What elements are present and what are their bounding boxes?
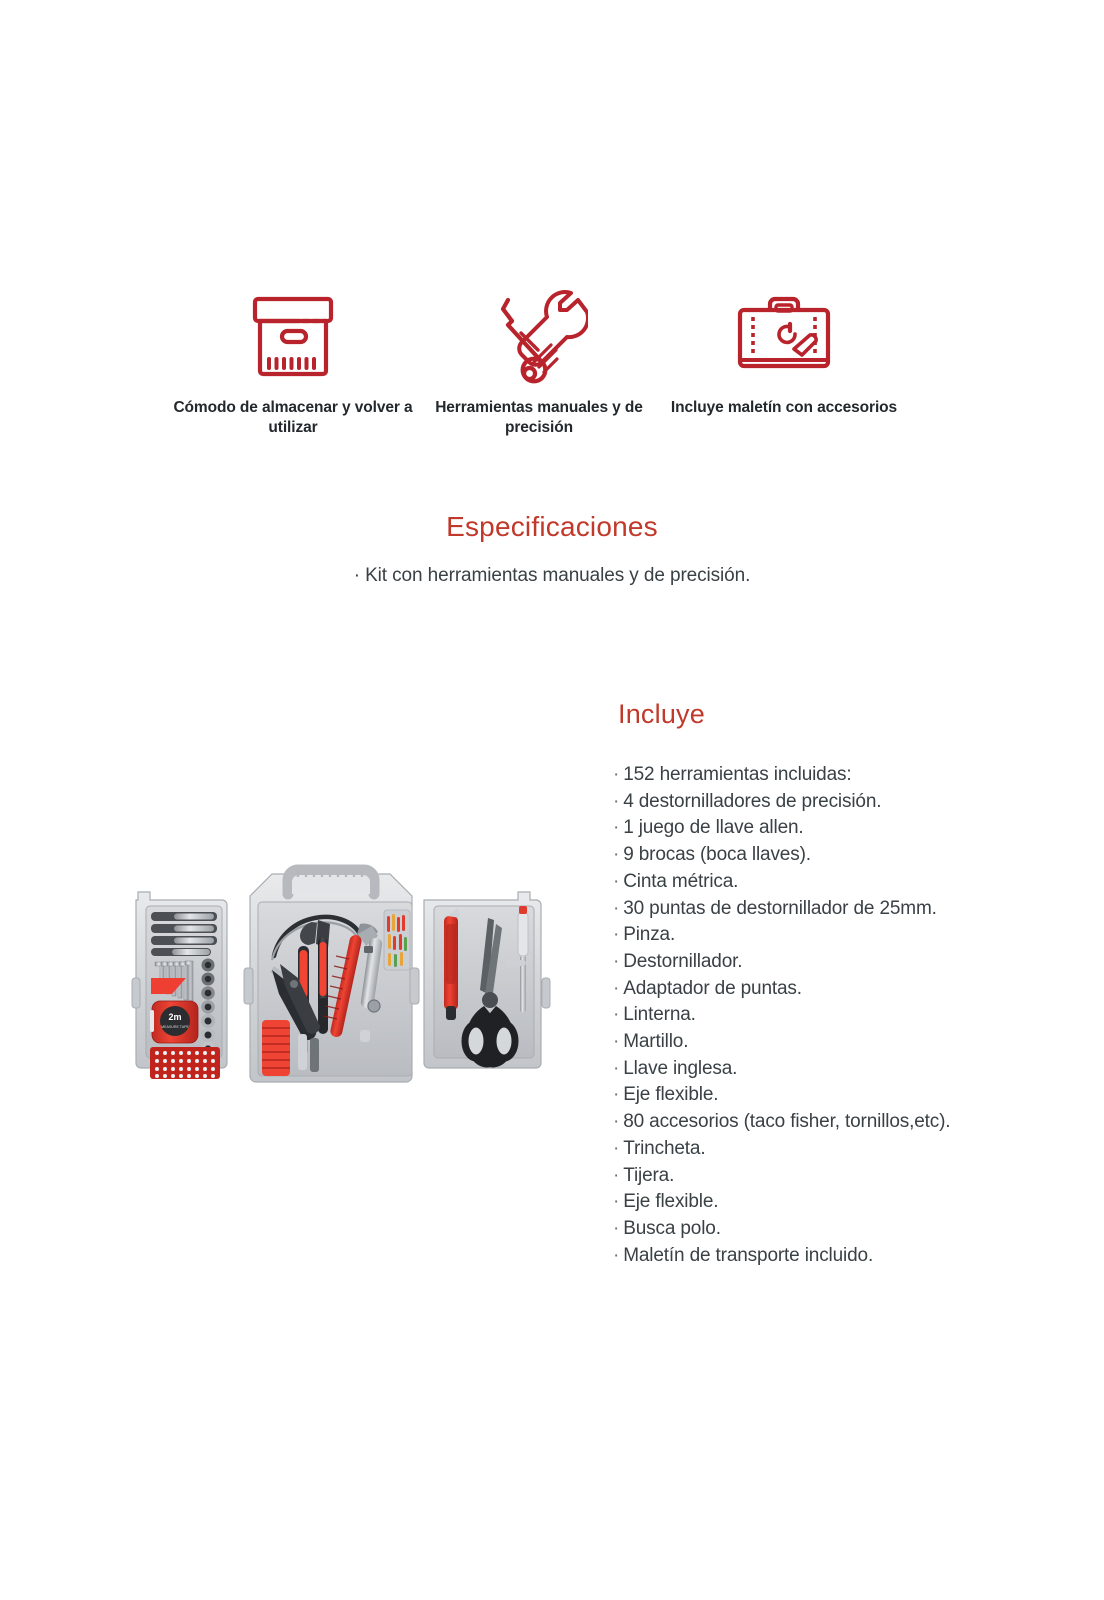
includes-item-text: Adaptador de puntas. [623,977,802,999]
includes-list-item [613,1163,1063,1190]
includes-item-text: Pinza. [623,924,676,946]
storage-box-icon [247,288,339,384]
includes-list-item [613,869,1063,896]
includes-item-text: Maletín de transporte incluido. [623,1244,874,1266]
includes-list-item [613,815,1063,842]
includes-list-item [613,1056,1063,1083]
bullet-dot: · [613,1191,620,1213]
bullet-dot: · [613,977,620,999]
bullet-dot: · [613,764,620,785]
feature-caption: Incluye maletín con accesorios [670,399,898,416]
bullet-dot: · [613,1164,620,1186]
includes-heading: Incluye [618,699,705,729]
includes-item-text: 1 juego de llave allen. [623,817,804,839]
includes-list-item [613,789,1063,816]
screwdriver-wrench-icon [490,288,588,384]
bullet-dot: · [613,1031,620,1053]
includes-item-text: 80 accesorios (taco fisher, tornillos,etc). [623,1111,951,1133]
svg-text:2m: 2m [168,1012,182,1022]
feature-caption: Herramientas manuales y de precisión [435,399,643,437]
bullet-dot: · [613,1084,620,1106]
bullet-dot: · [613,1217,620,1239]
bullet-dot: · [613,1244,620,1266]
feature-item-case [660,288,908,418]
includes-item-text: 9 brocas (boca llaves). [623,844,811,866]
includes-list-item [613,842,1063,869]
includes-list-item [613,1243,1063,1270]
specifications-line: · Kit con herramientas manuales y de precisión. [353,565,751,586]
bullet-dot: · [613,950,620,972]
bullet-dot: · [613,1004,620,1026]
includes-item-text: Martillo. [623,1031,689,1053]
includes-item-text: Eje flexible. [623,1191,719,1213]
includes-item-text: Tijera. [623,1164,675,1186]
includes-list-item [613,976,1063,1003]
case-right-panel [424,892,541,1068]
includes-item-text: Llave inglesa. [623,1057,738,1079]
includes-list-item [613,1216,1063,1243]
feature-caption: Cómodo de almacenar y volver a utilizar [173,399,413,437]
feature-strip [168,288,908,439]
includes-list-item [613,896,1063,923]
includes-list-item [613,1189,1063,1216]
includes-list [613,762,1063,1269]
case-left-panel [136,892,227,1079]
includes-item-text: Cinta métrica. [623,870,739,892]
bullet-dot: · [613,790,620,812]
includes-item-text: Trincheta. [623,1137,706,1159]
specifications-heading: Especificaciones [446,511,658,542]
includes-item-text: Busca polo. [623,1217,721,1239]
includes-item-text: Eje flexible. [623,1084,719,1106]
includes-list-item [613,1109,1063,1136]
bullet-dot: · [613,870,620,892]
includes-list-item [613,1029,1063,1056]
includes-list-item [613,949,1063,976]
bullet-dot: · [613,897,620,919]
includes-list-item [613,1002,1063,1029]
bullet-dot: · [613,924,620,946]
includes-list-item [613,762,1063,789]
bullet-dot: · [613,1111,620,1133]
includes-item-text: 4 destornilladores de precisión. [623,790,882,812]
svg-text:MEASURE TAPE: MEASURE TAPE [161,1025,189,1029]
feature-item-tools [423,288,655,439]
includes-item-text: 30 puntas de destornillador de 25mm. [623,897,937,919]
includes-item-text: Linterna. [623,1004,696,1026]
bullet-dot: · [613,844,620,866]
feature-item-storage [168,288,418,439]
includes-item-text: 152 herramientas incluidas: [623,764,852,785]
bullet-dot: · [613,1137,620,1159]
case-center-panel [250,870,412,1082]
includes-list-item [613,922,1063,949]
tape-measure [150,1001,198,1043]
open-tool-case-photo [122,838,560,1130]
includes-list-item [613,1136,1063,1163]
toolbox-case-icon [732,288,836,384]
includes-list-item [613,1082,1063,1109]
includes-item-text: Destornillador. [623,950,743,972]
bullet-dot: · [613,1057,620,1079]
bullet-dot: · [613,817,620,839]
